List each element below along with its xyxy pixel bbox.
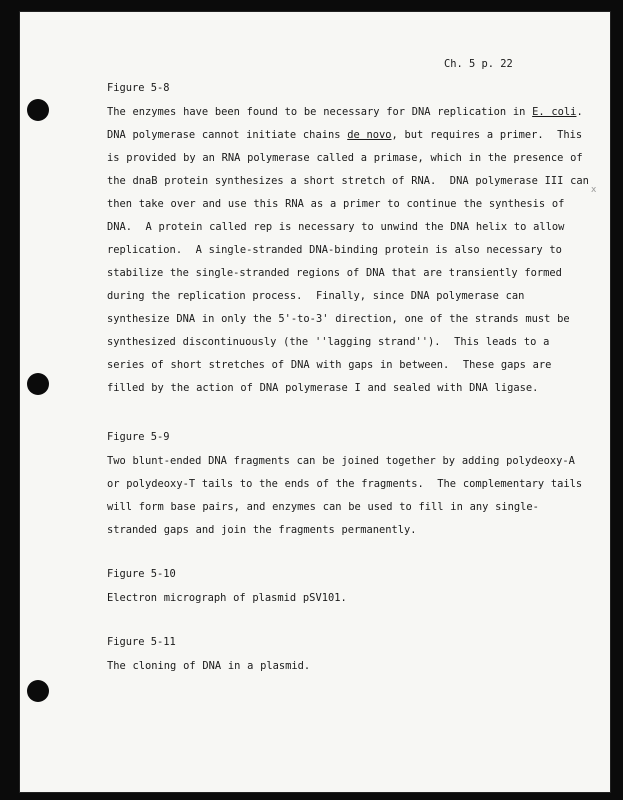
text-line: is provided by an RNA polymerase called a primase, which in the presence of: [107, 152, 583, 164]
text-line: stranded gaps and join the fragments permanently.: [107, 524, 417, 536]
text-line: series of short stretches of DNA with gaps in between. These gaps are: [107, 359, 552, 371]
text-line: during the replication process. Finally, since DNA polymerase can: [107, 290, 525, 302]
text-line: replication. A single-stranded DNA-binding protein is also necessary to: [107, 244, 562, 256]
text-line: will form base pairs, and enzymes can be used to fill in any single-: [107, 501, 539, 513]
text-line: stabilize the single-stranded regions of DNA that are transiently formed: [107, 267, 562, 279]
text-line: The enzymes have been found to be necessary for DNA replication in: [107, 106, 533, 118]
text-line: or polydeoxy-T tails to the ends of the fragments. The complementary tails: [107, 478, 583, 490]
section-heading: Figure 5-11: [107, 636, 176, 648]
text-line: [107, 106, 583, 118]
text-line: DNA. A protein called rep is necessary to unwind the DNA helix to allow: [107, 221, 565, 233]
section-heading: Figure 5-10: [107, 568, 176, 580]
text-line: filled by the action of DNA polymerase I and sealed with DNA ligase.: [107, 382, 539, 394]
text-line: DNA polymerase cannot initiate chains: [107, 129, 348, 141]
text-line: [107, 129, 582, 141]
section-heading: Figure 5-9: [107, 431, 170, 443]
species-name: E. coli: [532, 106, 577, 118]
section-heading: Figure 5-8: [107, 82, 170, 94]
text-line: the dnaB protein synthesizes a short stretch of RNA. DNA polymerase III can: [107, 175, 589, 187]
text-line: synthesized discontinuously (the ''lagging strand''). This leads to a: [107, 336, 550, 348]
text-line: Two blunt-ended DNA fragments can be joined together by adding polydeoxy-A: [107, 455, 575, 467]
page-number: Ch. 5 p. 22: [444, 58, 513, 70]
text-line: , but requires a primer. This: [391, 129, 583, 141]
text-line: synthesize DNA in only the 5'-to-3' direction, one of the strands must be: [107, 313, 570, 325]
text-line: The cloning of DNA in a plasmid.: [107, 660, 311, 672]
margin-mark: x: [591, 185, 597, 195]
paper-sheet: [20, 12, 610, 792]
text-line: then take over and use this RNA as a primer to continue the synthesis of: [107, 198, 565, 210]
text-line: .: [576, 106, 583, 118]
latin-term: de novo: [347, 129, 392, 141]
document-body: [20, 12, 610, 792]
text-line: Electron micrograph of plasmid pSV101.: [107, 592, 347, 604]
